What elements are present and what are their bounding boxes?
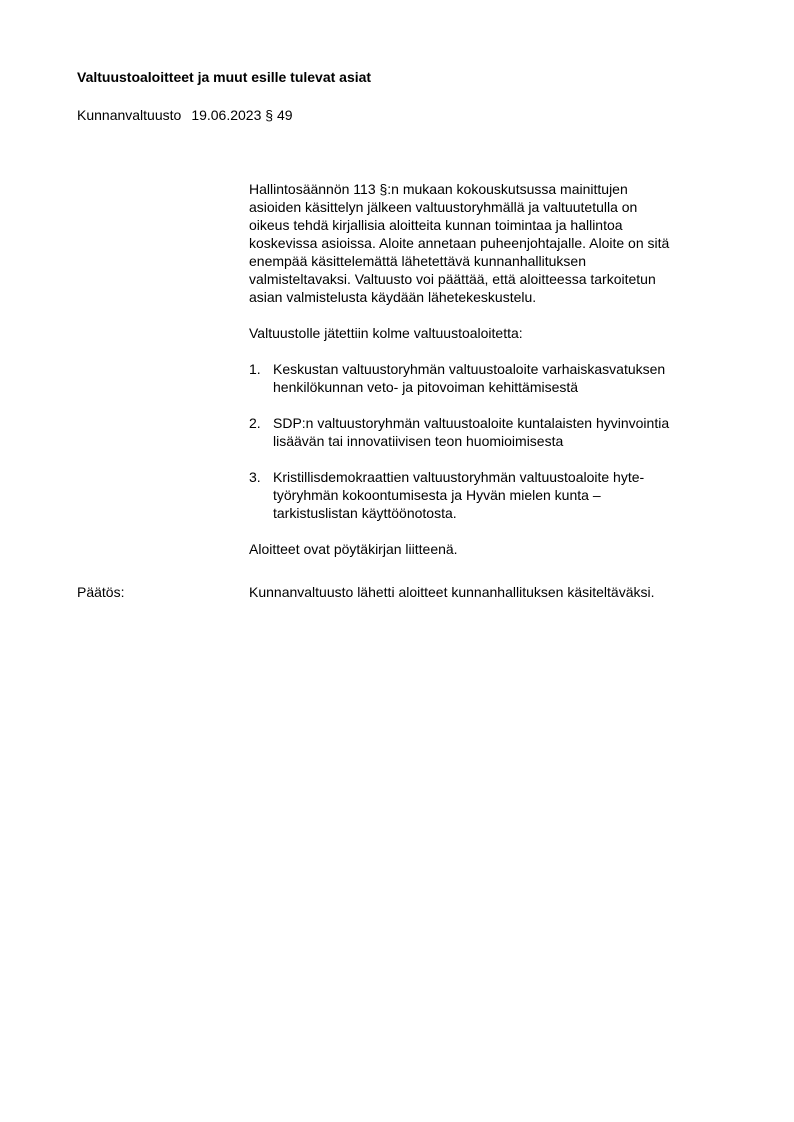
decision-label: Päätös: <box>77 584 125 600</box>
list-item <box>249 468 739 522</box>
intro-line: asioiden käsittelyn jälkeen valtuustoryhmällä ja valtuutetulla on <box>249 199 638 215</box>
list-item-line: lisäävän tai innovatiivisen teon huomioimisesta <box>273 433 564 449</box>
list-item-line: SDP:n valtuustoryhmän valtuustoaloite kuntalaisten hyvinvointia <box>273 415 670 431</box>
list-item-line: Keskustan valtuustoryhmän valtuustoaloite varhaiskasvatuksen <box>273 361 666 377</box>
intro-line: Hallintosäännön 113 §:n mukaan kokouskutsussa mainittujen <box>249 181 628 197</box>
intro-line: enempää käsittelemättä lähetettävä kunnanhallituksen <box>249 253 586 269</box>
spacer <box>249 342 739 360</box>
list-item <box>249 360 739 396</box>
list-item-line: työryhmän kokoontumisesta ja Hyvän mielen kunta – <box>273 487 601 503</box>
list-item-line: henkilökunnan veto- ja pitovoiman kehittämisestä <box>273 379 579 395</box>
intro-line: asian valmistelusta käydään lähetekeskustelu. <box>249 289 537 305</box>
list-item-line: tarkistuslistan käyttöönotosta. <box>273 505 457 521</box>
submitted-paragraph: Valtuustolle jätettiin kolme valtuustoaloitetta: <box>249 325 523 341</box>
list-item <box>249 414 739 450</box>
spacer <box>249 306 739 324</box>
document-title: Valtuustoaloitteet ja muut esille tulevat asiat <box>77 69 372 85</box>
initiatives-list <box>249 360 739 522</box>
document-body <box>249 180 739 558</box>
decision-text: Kunnanvaltuusto lähetti aloitteet kunnanhallituksen käsiteltäväksi. <box>249 584 655 600</box>
meeting-body: Kunnanvaltuusto <box>77 107 182 123</box>
list-item-number: 3. <box>249 469 261 485</box>
meeting-meta <box>77 106 293 124</box>
intro-line: valmisteltavaksi. Valtuusto voi päättää, että aloitteessa tarkoitetun <box>249 271 656 287</box>
meeting-date-section: 19.06.2023 § 49 <box>191 107 293 123</box>
attachment-paragraph: Aloitteet ovat pöytäkirjan liitteenä. <box>249 541 458 557</box>
intro-line: oikeus tehdä kirjallisia aloitteita kunnan toimintaa ja hallintoa <box>249 217 623 233</box>
list-item-number: 2. <box>249 415 261 431</box>
list-item-number: 1. <box>249 361 261 377</box>
intro-line: koskevissa asioissa. Aloite annetaan puheenjohtajalle. Aloite on sitä <box>249 235 670 251</box>
intro-paragraph <box>249 180 739 306</box>
list-item-line: Kristillisdemokraattien valtuustoryhmän valtuustoaloite hyte- <box>273 469 645 485</box>
